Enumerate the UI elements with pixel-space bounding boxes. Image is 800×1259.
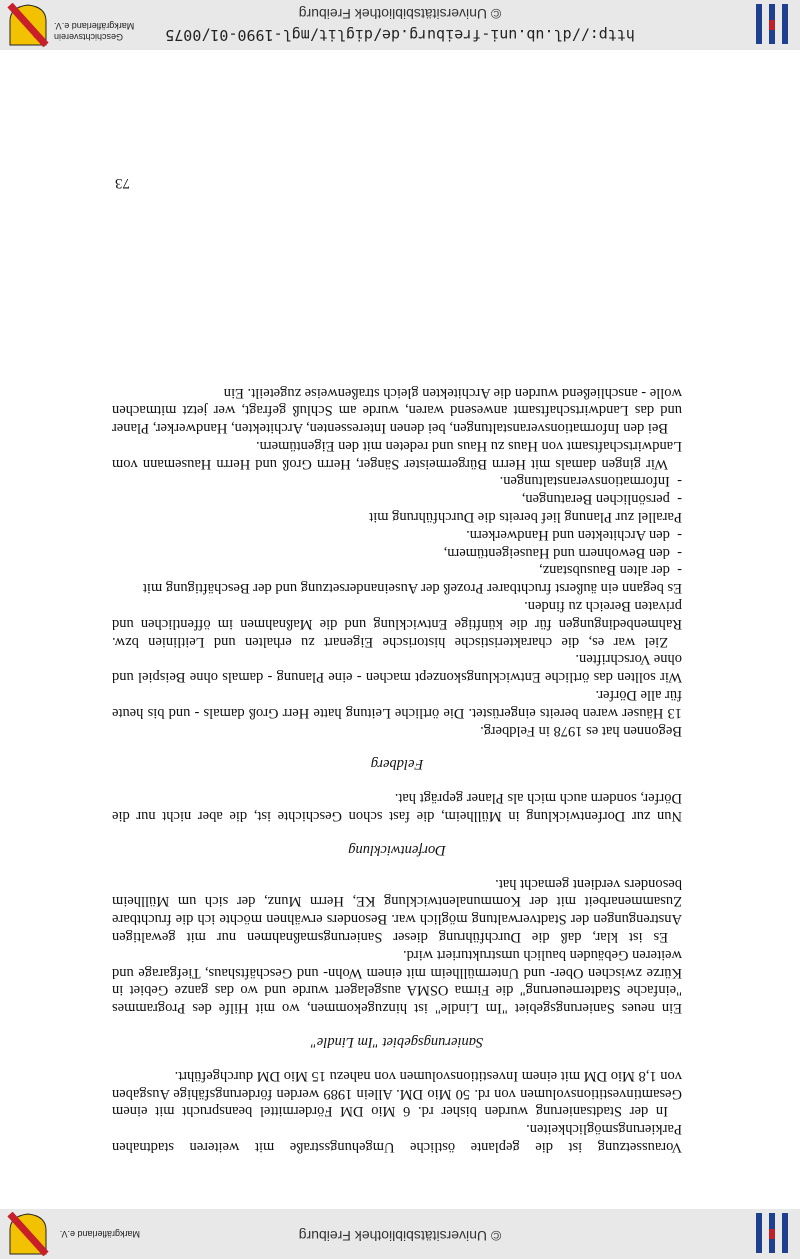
page-number: 73 [115, 175, 130, 191]
ub-freiburg-logo [752, 2, 792, 46]
document-body [112, 383, 682, 1155]
section-heading: Feldberg [370, 756, 424, 773]
copyright-header: © Universitätsbibliothek Freiburg [298, 6, 502, 22]
paragraph: Bei den Informationsveranstaltungen, bei denen Interessenten, Architekten, Handwerker, Planer und das Landwirtschaftsamt anwesend waren, wurde am Schluß gefragt, wer jetzt mitmachen wolle - anschließend wurden die Architekten gleich straßenweise zugeteilt. Ein [112, 384, 682, 437]
society-name: Geschichtsverein Markgräflerland e.V. [54, 21, 135, 42]
list-item: - den Architekten und Handwerkern. [466, 526, 682, 543]
society-name: Markgräflerland e.V. [59, 1229, 140, 1239]
copyright-footer: © Universitätsbibliothek Freiburg [298, 1228, 502, 1244]
paragraph: Nun zur Dorfentwicklung in Müllheim, die fast schon Geschichte ist, die aber nicht nur die Dörfer, sondern auch mich als Planer geprägt hat. [112, 790, 682, 825]
paragraph: Begonnen hat es 1978 in Feldberg. [480, 722, 682, 739]
section-heading: Dorfentwicklung [348, 841, 446, 858]
paragraph: In der Stadtsanierung wurden bisher rd. 6 Mio DM Fördermittel beansprucht mit einem Gesamtinvestitionsvolumen von rd. 50 Mio DM. Allein 1989 werden förderungsfähige Ausgaben von 1,8 Mio DM mit einem Investitionsvolumen von nahezu 15 Mio DM durchgeführt. [112, 1067, 682, 1120]
header-bar [0, 1209, 800, 1259]
list-item: - den Bewohnern und Hauseigentümern, [443, 544, 682, 561]
paragraph: Es ist klar, daß die Durchführung dieser Sanierungsmaßnahmen nur mit gewaltigen Anstrengungen der Stadtverwaltung möglich war. Besonders erwähnen möchte ich die fruchtbare Zusammenarbeit mit der Kommunalentwicklung KE, Herrn Munz, der sich um Müllheim besonders verdient gemacht hat. [112, 875, 682, 946]
footer-bar [0, 0, 800, 50]
list-item: - der alten Bausubstanz, [539, 562, 682, 579]
paragraph: Wir gingen damals mit Herrn Bürgermeister Sänger, Herrn Groß und Herrn Hausemann vom Landwirtschaftsamt von Haus zu Haus und redeten mit den Eigentümern. [112, 437, 682, 472]
paragraph: 13 Häuser waren bereits eingerüstet. Die örtliche Leitung hatte Herr Groß damals - und bis heute für alle Dörfer. [112, 687, 682, 721]
paragraph: Voraussetzung ist die geplante östliche Umgehungsstraße mit weiteren stadtnahen Parkierungsmöglichkeiten. [112, 1121, 682, 1155]
list-item: - persönlichen Beratungen, [521, 491, 682, 508]
paragraph: Ziel war es, die charakteristische historische Eigenart zu erhalten und Leitlinien bzw. Rahmenbedingungen für die künftige Entwicklung und die Maßnahmen im öffentlichen und privaten Bereich zu finden. [112, 598, 682, 650]
section-heading: Sanierungsgebiet "Im Lindle" [310, 1034, 484, 1051]
paragraph: Es begann ein äußerst fruchtbarer Prozeß der Auseinandersetzung und der Beschäftigung mit [142, 580, 682, 597]
society-shield-icon [6, 1212, 50, 1256]
document-url[interactable]: http://dl.ub.uni-freiburg.de/diglit/mgl-1990-01/0075 [165, 26, 635, 44]
list-item: - Informationsveranstaltungen. [499, 473, 682, 490]
paragraph: Ein neues Sanierungsgebiet "Im Lindle" ist hinzugekommen, wo mit Hilfe des Programmes "einfache Stadterneuerung" die Firma OSMA ausgelagert wurde und wo das ganze Gebiet in Kürze zwischen Ober- und Untermüllheim mit einem Wohn- und Geschäftshaus, Tiefgarage und weiteren Gebäuden baulich umstrukturiert wird. [112, 946, 682, 1017]
paragraph: Wir sollten das örtliche Entwicklungskonzept machen - eine Planung - damals ohne Beispiel und ohne Vorschriften. [112, 651, 682, 686]
paragraph: Parallel zur Planung lief bereits die Durchführung mit [369, 509, 682, 526]
